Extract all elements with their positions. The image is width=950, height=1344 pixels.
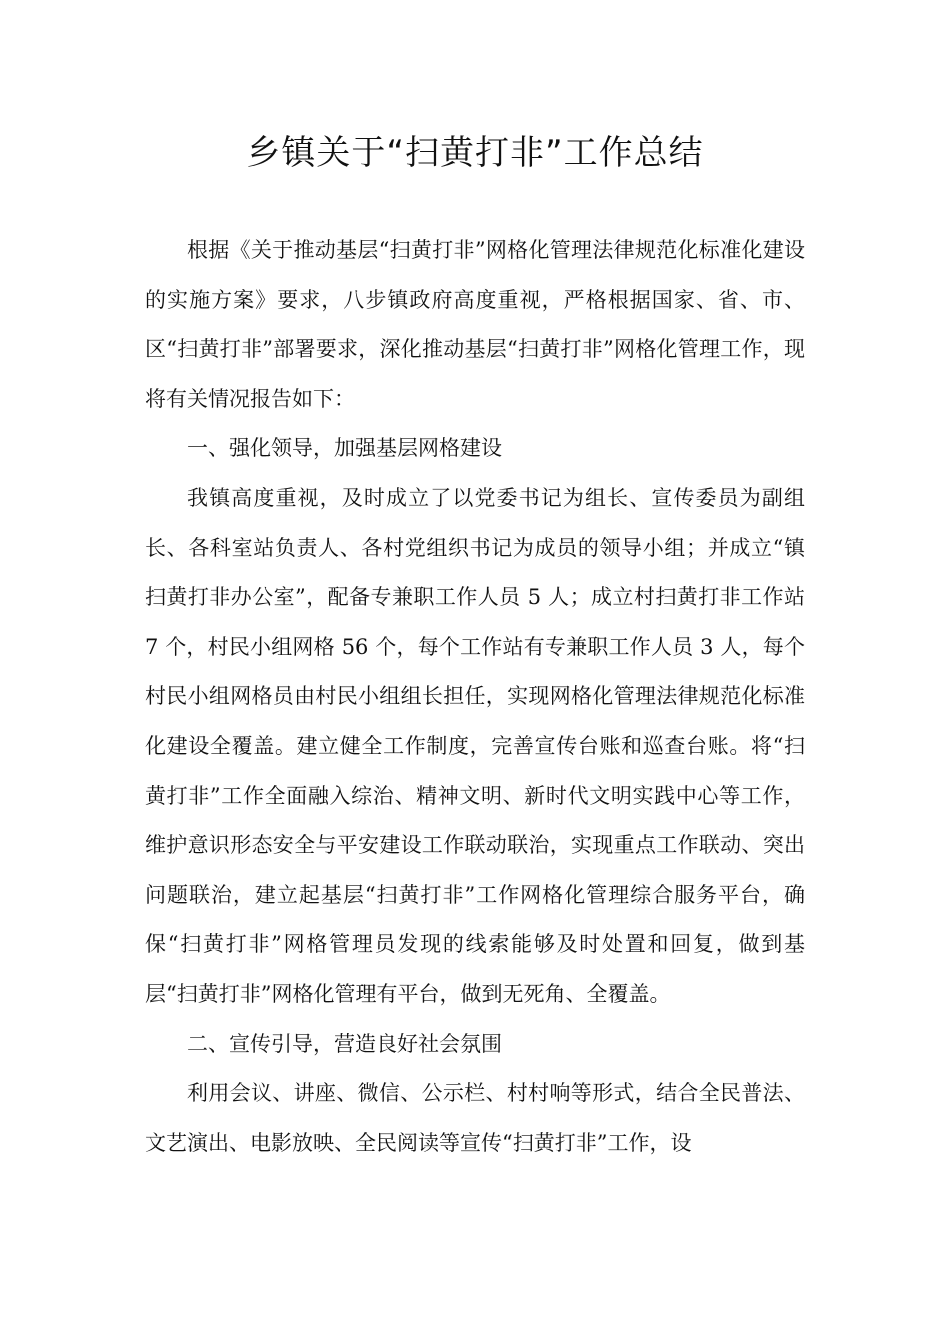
document-body: [145, 226, 805, 1168]
document-title: 乡镇关于“扫黄打非”工作总结: [246, 133, 704, 173]
section-heading-1: 一、强化领导，加强基层网格建设: [187, 436, 502, 461]
section-1-paragraph: 我镇高度重视，及时成立了以党委书记为组长、宣传委员为副组长、各科室站负责人、各村党组织书记为成员的领导小组；并成立“镇扫黄打非办公室”，配备专兼职工作人员 5 人；成立村扫黄打非工作站 7 个，村民小组网格 56 个，每个工作站有专兼职工作人员 3 人，每个村民小组网格员由村民小组组长担任，实现网格化管理法律规范化标准化建设全覆盖。建立健全工作制度，完善宣传台账和巡查台账。将“扫黄打非”工作全面融入综治、精神文明、新时代文明实践中心等工作，维护意识形态安全与平安建设工作联动联治，实现重点工作联动、突出问题联治，建立起基层“扫黄打非”工作网格化管理综合服务平台，确保“扫黄打非”网格管理员发现的线索能够及时处置和回复，做到基层“扫黄打非”网格化管理有平台，做到无死角、全覆盖。: [145, 485, 805, 1006]
section-heading-2: 二、宣传引导，营造良好社会氛围: [187, 1031, 502, 1056]
intro-paragraph: 根据《关于推动基层“扫黄打非”网格化管理法律规范化标准化建设的实施方案》要求，八步镇政府高度重视，严格根据国家、省、市、区“扫黄打非”部署要求，深化推动基层“扫黄打非”网格化管理工作，现将有关情况报告如下：: [145, 238, 805, 411]
section-2-paragraph: 利用会议、讲座、微信、公示栏、村村响等形式，结合全民普法、文艺演出、电影放映、全民阅读等宣传“扫黄打非”工作，设: [145, 1081, 805, 1155]
